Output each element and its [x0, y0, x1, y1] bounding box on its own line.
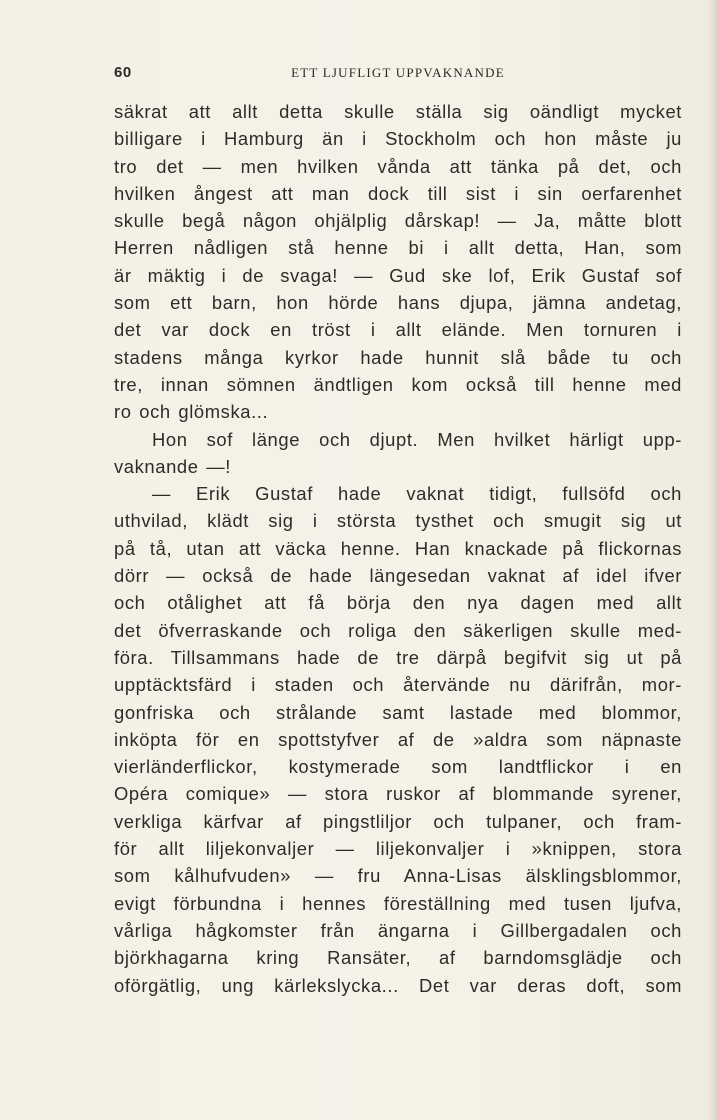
text-line: tro det — men hvilken vånda att tänka på det, och — [114, 155, 682, 177]
text-line: gonfriska och strålande samt lastade med blommor, — [114, 701, 682, 723]
text-line: Herren nådligen stå henne bi i allt detta, Han, som — [114, 237, 682, 259]
page-number: 60 — [114, 64, 132, 81]
text-line: vårliga hågkomster från ängarna i Gillbergadalen och — [114, 919, 682, 941]
text-line: uthvilad, klädt sig i största tysthet och smugit sig ut — [114, 510, 682, 532]
text-line: det var dock en tröst i allt elände. Men tornuren i — [114, 319, 682, 341]
text-line: billigare i Hamburg än i Stockholm och hon måste ju — [114, 128, 682, 150]
text-line: inköpta för en spottstyfver af de »aldra som näpnaste — [114, 728, 682, 750]
text-line: tre, innan sömnen ändtligen kom också till henne med — [114, 373, 682, 395]
page-header — [114, 64, 682, 84]
text-line: som ett barn, hon hörde hans djupa, jämna andetag, — [114, 292, 682, 314]
text-line: upptäcktsfärd i staden och återvände nu därifrån, mor- — [114, 674, 682, 696]
text-line: föra. Tillsammans hade de tre därpå begifvit sig ut på — [114, 646, 682, 668]
text-line: — Erik Gustaf hade vaknat tidigt, fullsöfd och — [152, 483, 682, 505]
text-line: vaknande —! — [114, 455, 231, 477]
text-line: björkhagarna kring Ransäter, af barndomsglädje och — [114, 947, 682, 969]
text-line: på tå, utan att väcka henne. Han knackade på flickornas — [114, 537, 682, 559]
text-line: säkrat att allt detta skulle ställa sig oändligt mycket — [114, 101, 682, 122]
text-line: stadens många kyrkor hade hunnit slå både tu och — [114, 346, 682, 368]
text-line: är mäktig i de svaga! — Gud ske lof, Erik Gustaf sof — [114, 264, 682, 286]
text-line: vierländerflickor, kostymerade som landtflickor i en — [114, 756, 682, 778]
text-line: för allt liljekonvaljer — liljekonvaljer i »knippen, stora — [114, 838, 682, 860]
text-line: oförgätlig, ung kärlekslycka... Det var deras doft, som — [114, 974, 682, 996]
text-line: dörr — också de hade längesedan vaknat af idel ifver — [114, 565, 682, 587]
text-line: evigt förbundna i hennes föreställning med tusen ljufva, — [114, 892, 682, 914]
text-line: ro och glömska... — [114, 401, 269, 423]
text-line: verkliga kärfvar af pingstliljor och tulpaner, och fram- — [114, 810, 682, 832]
text-line: Opéra comique» — stora ruskor af blommande syrener, — [114, 783, 682, 805]
text-line: Hon sof länge och djupt. Men hvilket härligt upp- — [152, 428, 682, 450]
text-line: skulle begå någon ohjälplig dårskap! — Ja, måtte blott — [114, 210, 682, 232]
body-text — [114, 98, 682, 999]
running-title: ETT LJUFLIGT UPPVAKNANDE — [291, 65, 505, 80]
page-edge-shadow — [707, 0, 717, 1120]
text-line: som kålhufvuden» — fru Anna-Lisas älsklingsblommor, — [114, 865, 682, 887]
text-line: och otålighet att få börja den nya dagen med allt — [114, 592, 682, 614]
text-line: det öfverraskande och roliga den säkerligen skulle med- — [114, 619, 682, 641]
text-line: hvilken ångest att man dock till sist i sin oerfarenhet — [114, 182, 682, 204]
